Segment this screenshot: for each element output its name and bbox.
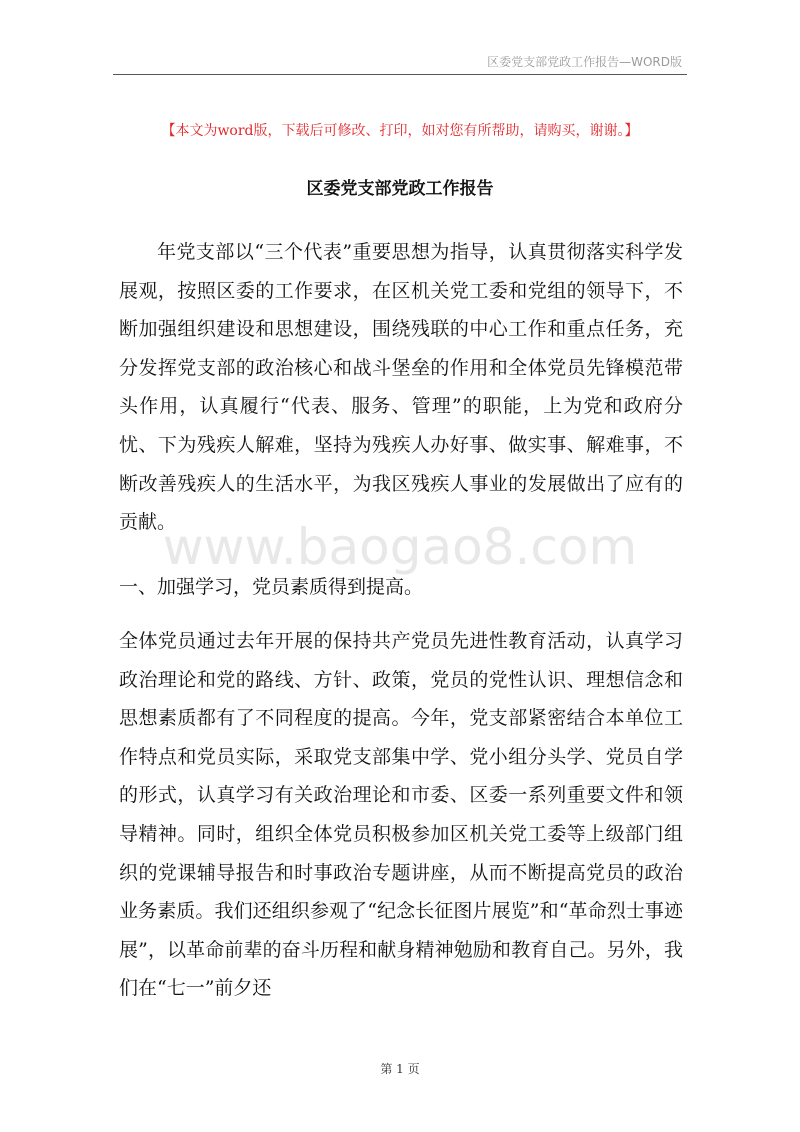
- section-heading: 一、加强学习，党员素质得到提高。: [119, 576, 424, 598]
- intro-paragraph: 年党支部以“三个代表”重要思想为指导，认真贯彻落实科学发展观，按照区委的工作要求，在区机关党工委和党组的领导下，不断加强组织建设和思想建设，围绕残联的中心工作和重点任务，充分发挥党支部的政治核心和战斗堡垒的作用和全体党员先锋模范带头作用，认真履行“代表、服务、管理”的职能，上为党和政府分忧、下为残疾人解难，坚持为残疾人办好事、做实事、解难事，不断改善残疾人的生活水平，为我区残疾人事业的发展做出了应有的贡献。: [119, 241, 683, 534]
- header-divider: [113, 74, 687, 75]
- section-body-paragraph: 全体党员通过去年开展的保持共产党员先进性教育活动，认真学习政治理论和党的路线、方针、政策，党员的党性认识、理想信念和思想素质都有了不同程度的提高。今年，党支部紧密结合本单位工作特点和党员实际，采取党支部集中学、党小组分头学、党员自学的形式，认真学习有关政治理论和市委、区委一系列重要文件和领导精神。同时，组织全体党员积极参加区机关党工委等上级部门组织的党课辅导报告和时事政治专题讲座，从而不断提高党员的政治业务素质。我们还组织参观了“纪念长征图片展览”和“革命烈士事迹展”，以革命前辈的奋斗历程和献身精神勉励和教育自己。另外，我们在“七一”前夕还: [119, 630, 683, 1000]
- document-title: 区委党支部党政工作报告: [306, 179, 494, 199]
- running-header: 区委党支部党政工作报告—WORD版: [487, 55, 682, 69]
- purchase-notice: 【本文为word版，下载后可修改、打印，如对您有所帮助，请购买，谢谢。】: [161, 123, 639, 139]
- page-number: 第 1 页: [380, 1062, 420, 1076]
- watermark: www.baogao8.com: [162, 518, 638, 576]
